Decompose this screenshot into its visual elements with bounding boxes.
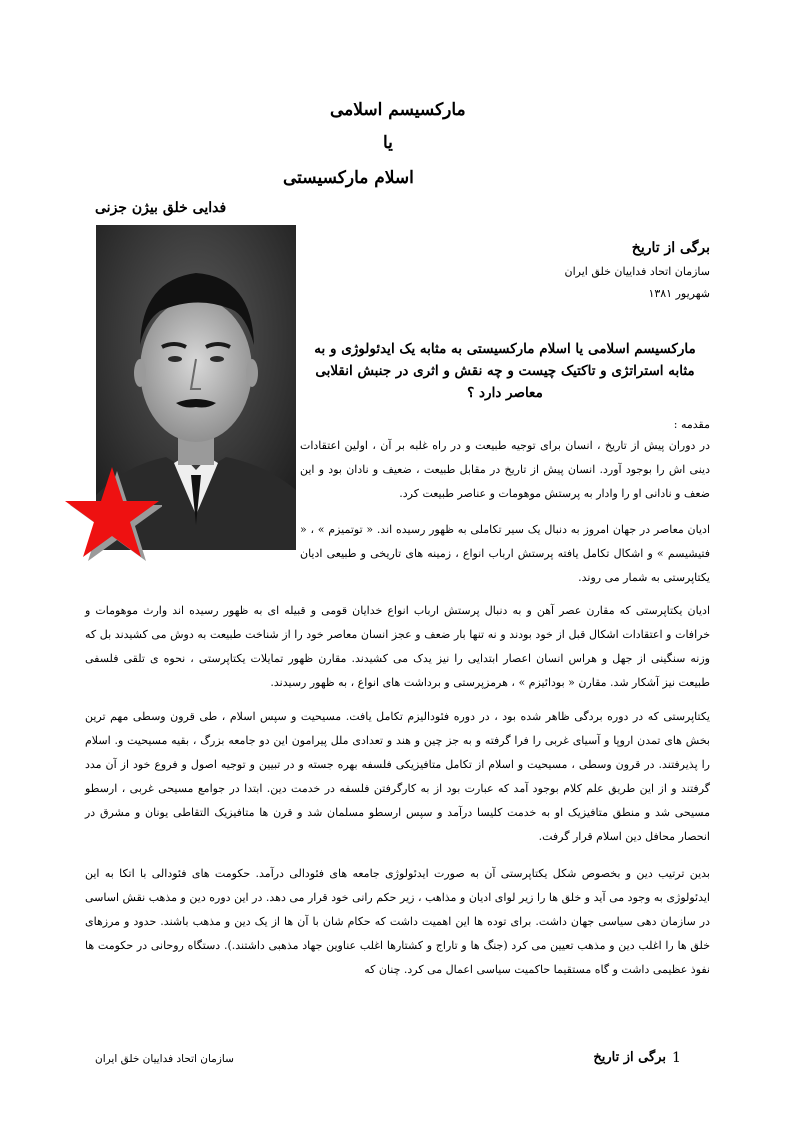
- paragraph-5: بدین ترتیب دین و بخصوص شکل یکتاپرستی آن به صورت ایدئولوژی جامعه های فئودالی درآمد. حکومت های فئودالی با اتکا به این ایدئولوژی به وجود می آید و خلق ها را زیر لوای ادیان و مذاهب ، زیر حکم رانی خود قرار می دهد. در این دوره دین و مذهب نقش اساسی در سازمان دهی سیاسی جهان داشت. برای توده ها این اهمیت داشت که حکام شان با آن ها از یک دین و مذهب باشند. حدود و مرزهای خلق ها را اغلب دین و مذهب تعیین می کرد (جنگ ها و تاراج و کشتارها اغلب عناوین جهاد مذهبی داشتند.). دستگاه روحانی در حکومت ها نفوذ عظیمی داشت و گاه مستقیما حاکمیت سیاسی اعمال می کرد. چنان که: [85, 867, 710, 976]
- paragraph-4: یکتاپرستی که در دوره بردگی ظاهر شده بود ، در دوره فئودالیزم تکامل یافت. مسیحیت و سپس اسلام ، طی قرون وسطی مهم ترین بخش های تمدن اروپا و آسیای غربی را فرا گرفته و به جز چین و هند و تعدادی ملل پیرامون این دو جامعه بزرگ ، بقیه مسیحیت و. اسلام را پذیرفتند. در قرون وسطی ، مسیحیت و اسلام از تکامل متافیزیکی فلسفه بهره جسته و در تبیین و توجیه اصول و فروع خود از آن مدد گرفتند و از این طریق علم کلام بوجود آمد که عبارت بود از به کارگرفتن فلسفه در خدمت دین. ابتدا در جوامع مسیحی غربی ، ارسطو مسیحی شد و منطق متافیزیک او به خدمت کلیسا درآمد و سپس ارسطو مسلمان شد و قرن ها متافیزیک التقاطی یونان و مشرق در انحصار محافل دین اسلام قرار گرفت.: [85, 710, 710, 843]
- paragraph-1: در دوران پیش از تاریخ ، انسان برای توجیه طبیعت و در راه غلبه بر آن ، اولین اعتقادات دینی اش را بوجود آورد. انسان پیش از تاریخ در مقابل طبیعت ، ضعیف و نادان بود و این ضعف و نادانی او را وادار به پرستش موهومات و عناصر طبیعت کرد.: [300, 439, 710, 500]
- title-line-2: یا: [383, 133, 393, 153]
- intro-label: مقدمه :: [673, 418, 710, 431]
- page-header: [480, 240, 710, 300]
- footer-page-number: 1: [672, 1050, 681, 1066]
- header-date: شهریور ۱۳۸۱: [648, 287, 710, 300]
- footer-org: سازمان اتحاد فداییان خلق ایران: [95, 1053, 234, 1065]
- title-line-3: اسلام مارکسیستی: [283, 168, 414, 188]
- header-org: سازمان اتحاد فداییان خلق ایران: [564, 265, 710, 278]
- author-caption: فدایی خلق بیژن جزنی: [95, 200, 227, 216]
- paragraph-3: ادیان یکتاپرستی که مقارن عصر آهن و به دنبال پرستش ارباب انواع خدایان قومی و قبیله ای به ظهور رسیده اند وارث موهومات و خرافات و اعتقادات اشکال قبل از خود بودند و نه تنها بار ضعف و عجز انسان معاصر خود را از شناخت طبیعت به دوش می کشیدند بل که وزنه سنگینی از جهل و هراس انسان اعصار ابتدایی را نیز یدک می کشیدند. مقارن ظهور تمایلات یکتاپرستی ، نحوه ی تلقی فلسفی طبیعت نیز آشکار شد. مقارن « بودائیزم » ، هرمزپرستی و برداشت های انواع ، به ظهور رسیدند.: [85, 604, 710, 689]
- header-title: برگی از تاریخ: [631, 240, 710, 256]
- footer-title: برگی از تاریخ: [593, 1050, 666, 1065]
- paragraph-2: ادیان معاصر در جهان امروز به دنبال یک سیر تکاملی به ظهور رسیده اند. « توتمیزم » ، « فتیشیسم » و اشکال تکامل یافته پرستش ارباب انواع ، زمینه های تاریخی و طبیعی ادیان یکتاپرستی به شمار می روند.: [300, 523, 710, 584]
- title-line-1: مارکسیسم اسلامی: [330, 100, 466, 120]
- essay-subtitle: مارکسیسم اسلامی یا اسلام مارکسیستی به مثابه یک ایدئولوژی و به مثابه استراتژی و تاکتیک چیست و چه نقش و اثری در جنبش انقلابی معاصر دارد ؟: [314, 341, 696, 401]
- red-star-icon: [62, 463, 162, 563]
